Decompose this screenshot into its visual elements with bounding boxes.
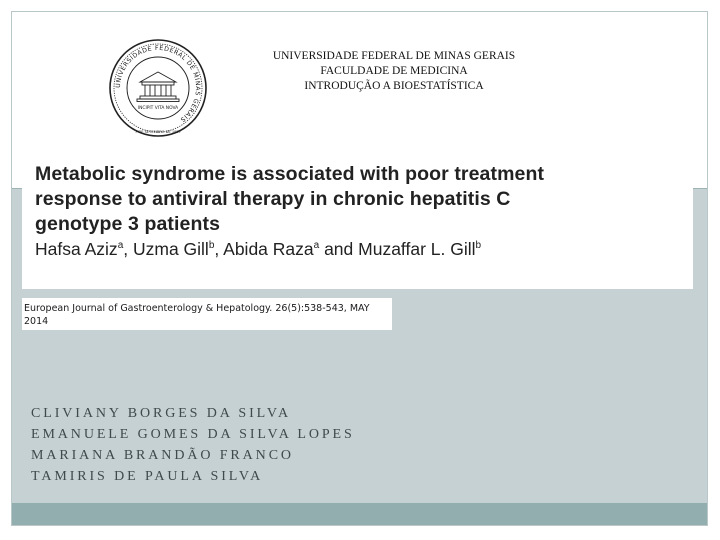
university-name: UNIVERSIDADE FEDERAL DE MINAS GERAIS [272,50,516,62]
seal-building-icon [137,72,179,102]
author-name: Hafsa Aziz [35,239,118,259]
author-affiliation: a [313,240,320,251]
presenter-name: MARIANA BRANDÃO FRANCO [31,448,294,463]
journal-citation-line: 2014 [24,316,49,327]
university-seal [108,38,208,138]
university-header [224,49,564,94]
paper-title-line: Metabolic syndrome is associated with poor treatment [35,163,545,185]
paper-title-line: response to antiviral therapy in chronic hepatitis C [35,188,511,210]
author-affiliation: b [475,240,482,251]
author-affiliation: b [208,240,215,251]
presenters-list [31,403,481,487]
seal-ring-text: UNIVERSIDADE FEDERAL DE MINAS GERAIS [114,44,202,124]
course-name: INTRODUÇÃO A BIOESTATÍSTICA [304,80,484,92]
presenter-name: EMANUELE GOMES DA SILVA LOPES [31,427,355,442]
paper-authors: Hafsa Aziz$^a$, Uzma Gill$^b$, Abida Raza$^a$ and Muzaffar L. Gill$^b$ [35,239,482,259]
seal-motto: INCIPIT VITA NOVA [137,106,179,111]
author-name: Muzaffar L. Gill [358,239,476,259]
presenter-name: CLIVIANY BORGES DA SILVA [31,406,292,421]
paper-title-line: genotype 3 patients [35,213,221,235]
author-name: Uzma Gill [132,239,209,259]
footer-band [12,503,707,525]
seal-date: 7 DE SETEMBRO DE 1927 [135,130,181,134]
faculty-name: FACULDADE DE MEDICINA [320,65,468,77]
presenter-name: TAMIRIS DE PAULA SILVA [31,469,264,484]
author-name: Abida Raza [223,239,314,259]
author-affiliation: a [117,240,124,251]
journal-citation [24,302,392,328]
paper-title [35,162,685,237]
journal-citation-line: European Journal of Gastroenterology & Hepatology. 26(5):538-543, MAY [24,303,370,314]
